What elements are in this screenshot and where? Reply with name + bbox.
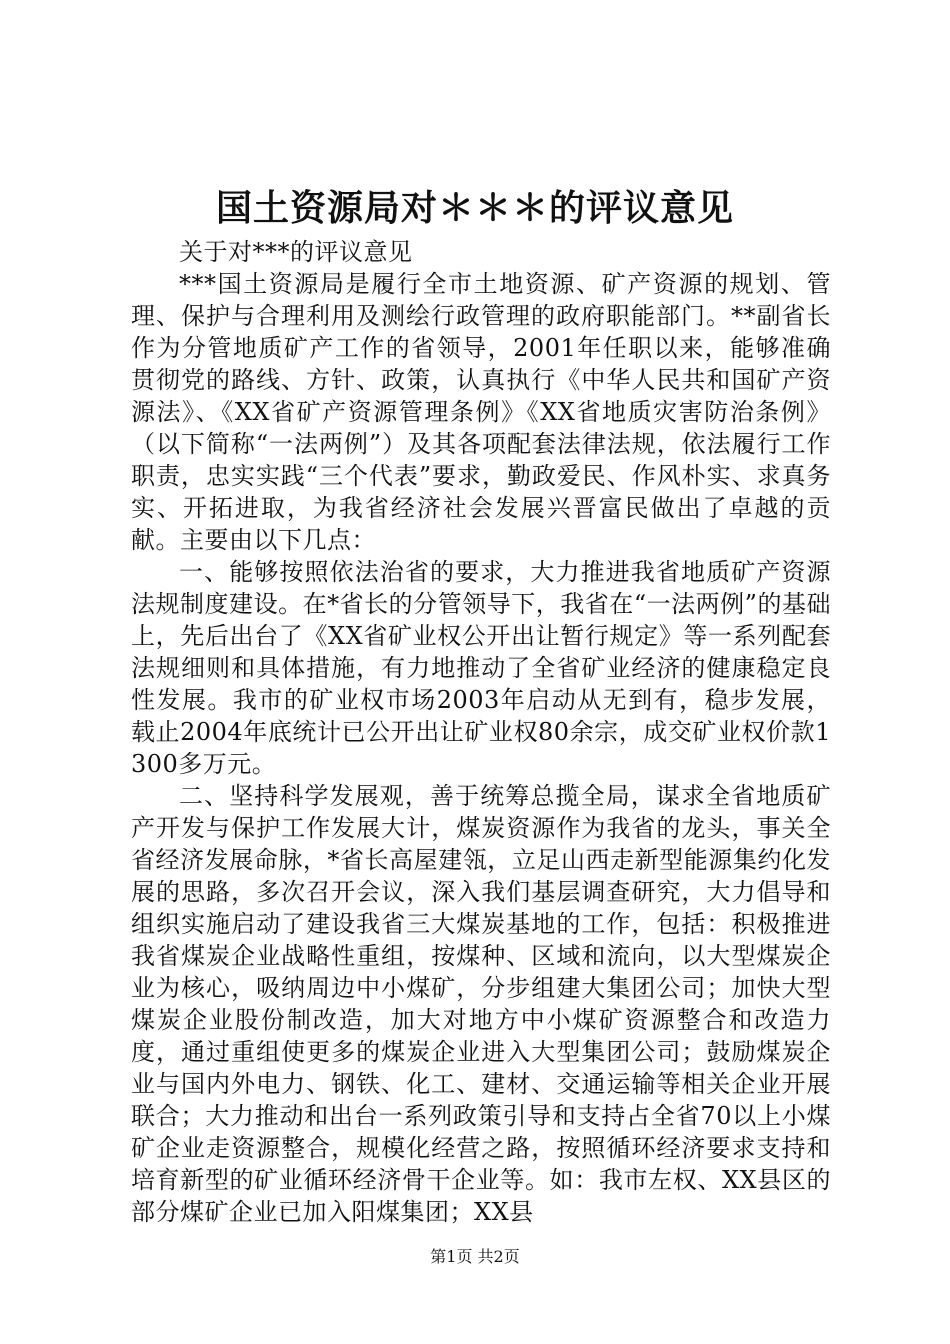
- paragraph-intro: ***国土资源局是履行全市土地资源、矿产资源的规划、管理、保护与合理利用及测绘行政管理的政府职能部门。**副省长作为分管地质矿产工作的省领导，2001年任职以来，能够准确贯彻党的路线、方针、政策，认真执行《中华人民共和国矿产资源法》、《XX省矿产资源管理条例》《XX省地质灾害防治条例》（以下简称“一法两例”）及其各项配套法律法规，依法履行工作职责，忠实实践“三个代表”要求，勤政爱民、作风朴实、求真务实、开拓进取，为我省经济社会发展兴晋富民做出了卓越的贡献。主要由以下几点：: [131, 270, 831, 554]
- document-title: 国土资源局对＊＊＊的评议意见: [215, 187, 734, 229]
- paragraph-point-one: 一、能够按照依法治省的要求，大力推进我省地质矿产资源法规制度建设。在*省长的分管领导下，我省在“一法两例”的基础上，先后出台了《XX省矿业权公开出让暂行规定》等一系列配套法规细则和具体措施，有力地推动了全省矿业经济的健康稳定良性发展。我市的矿业权市场2003年启动从无到有，稳步发展，载止2004年底统计已公开出让矿业权80余宗，成交矿业权价款1300多万元。: [131, 558, 831, 778]
- page-footer: 第1页 共2页: [430, 1247, 520, 1266]
- document-body: [131, 236, 831, 1228]
- paragraph-heading: 关于对***的评议意见: [179, 238, 413, 266]
- paragraph-point-two: 二、坚持科学发展观，善于统筹总揽全局，谋求全省地质矿产开发与保护工作发展大计，煤炭资源作为我省的龙头，事关全省经济发展命脉，*省长高屋建瓴，立足山西走新型能源集约化发展的思路，多次召开会议，深入我们基层调查研究，大力倡导和组织实施启动了建设我省三大煤炭基地的工作，包括：积极推进我省煤炭企业战略性重组，按煤种、区域和流向，以大型煤炭企业为核心，吸纳周边中小煤矿，分步组建大集团公司；加快大型煤炭企业股份制改造，加大对地方中小煤矿资源整合和改造力度，通过重组使更多的煤炭企业进入大型集团公司；鼓励煤炭企业与国内外电力、钢铁、化工、建材、交通运输等相关企业开展联合；大力推动和出台一系列政策引导和支持占全省70以上小煤矿企业走资源整合，规模化经营之路，按照循环经济要求支持和培育新型的矿业循环经济骨干企业等。如：我市左权、XX县区的部分煤矿企业已加入阳煤集团；XX县: [131, 782, 831, 1226]
